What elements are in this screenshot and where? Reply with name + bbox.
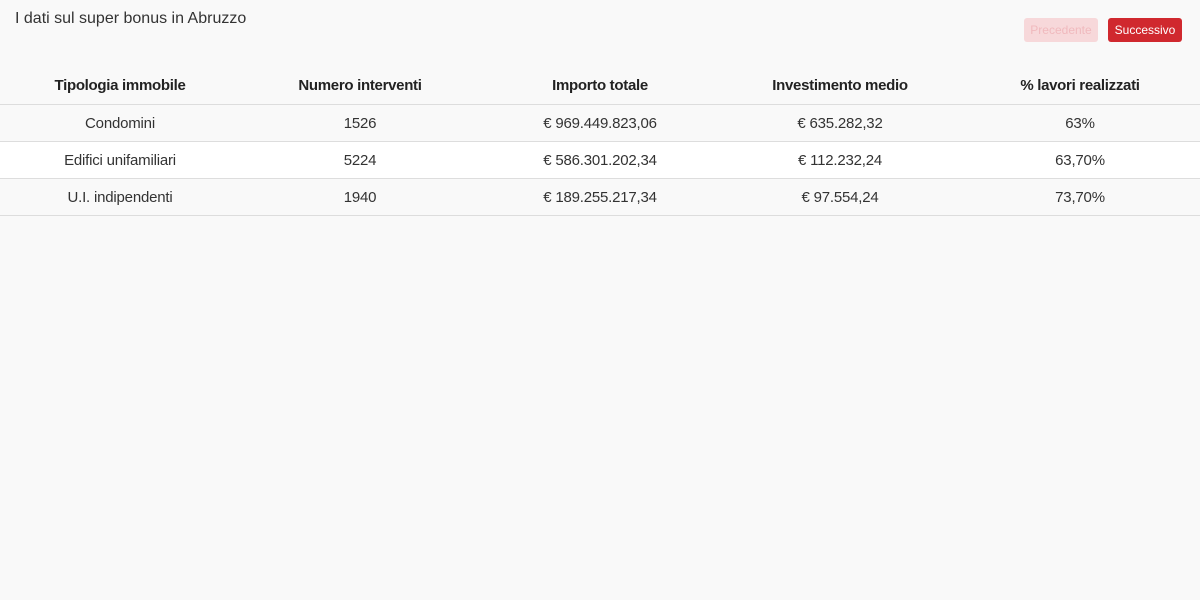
column-header-tipologia: Tipologia immobile (0, 67, 240, 105)
table-cell: 63% (960, 105, 1200, 142)
table-cell: 5224 (240, 142, 480, 179)
table-cell: 1940 (240, 179, 480, 216)
column-header-numero-interventi: Numero interventi (240, 67, 480, 105)
next-button[interactable]: Successivo (1108, 18, 1182, 42)
column-header-importo-totale: Importo totale (480, 67, 720, 105)
table-cell: € 969.449.823,06 (480, 105, 720, 142)
table-cell: € 97.554,24 (720, 179, 960, 216)
table-cell: € 635.282,32 (720, 105, 960, 142)
table-cell: € 112.232,24 (720, 142, 960, 179)
table-cell: Edifici unifamiliari (0, 142, 240, 179)
table-header-row (0, 67, 1200, 105)
table-row (0, 142, 1200, 179)
data-table (0, 67, 1200, 216)
table-cell: 1526 (240, 105, 480, 142)
table-cell: U.I. indipendenti (0, 179, 240, 216)
column-header-investimento-medio: Investimento medio (720, 67, 960, 105)
table-row (0, 105, 1200, 142)
page-title: I dati sul super bonus in Abruzzo (15, 10, 247, 27)
table-cell: € 189.255.217,34 (480, 179, 720, 216)
table-cell: 63,70% (960, 142, 1200, 179)
previous-button[interactable]: Precedente (1024, 18, 1098, 42)
table-cell: 73,70% (960, 179, 1200, 216)
column-header-lavori-realizzati: % lavori realizzati (960, 67, 1200, 105)
table-cell: € 586.301.202,34 (480, 142, 720, 179)
table-cell: Condomini (0, 105, 240, 142)
table-row (0, 179, 1200, 216)
